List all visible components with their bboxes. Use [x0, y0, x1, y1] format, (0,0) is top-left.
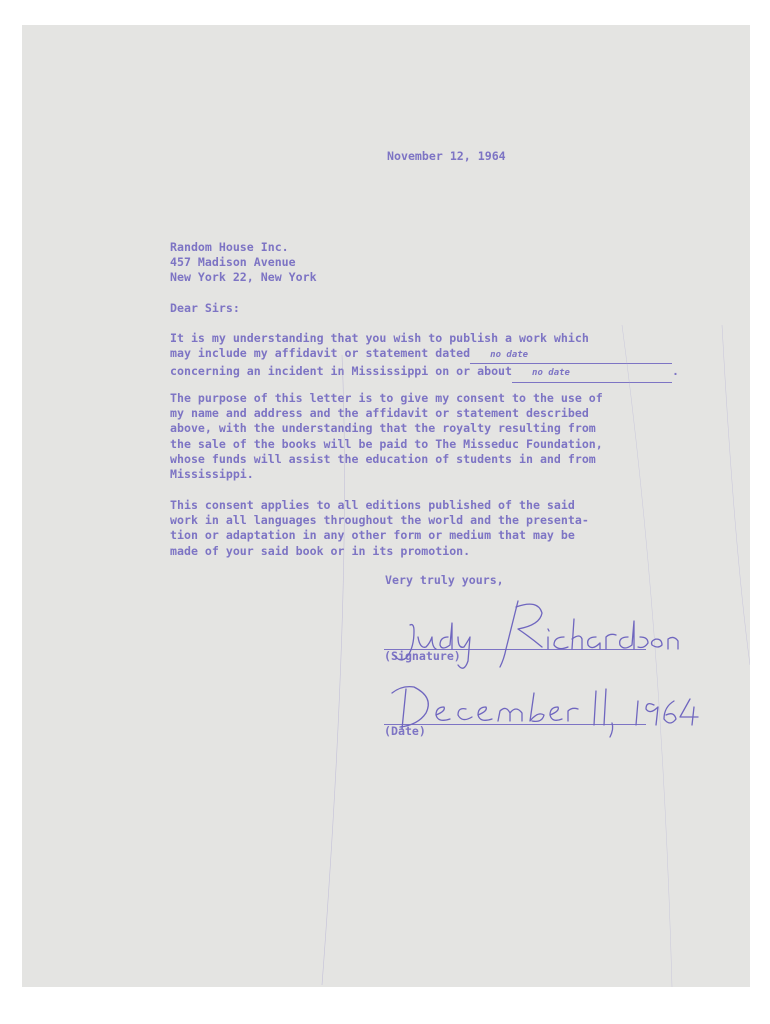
- address-line: 457 Madison Avenue: [170, 255, 296, 270]
- incident-date-value: no date: [532, 368, 570, 379]
- paragraph-line: work in all languages throughout the world and the presenta-: [170, 513, 589, 528]
- paragraph-line: tion or adaptation in any other form or medium that may be: [170, 528, 575, 543]
- letter-date: November 12, 1964: [387, 149, 506, 163]
- paper-crease: [722, 325, 750, 665]
- closing: Very truly yours,: [385, 573, 504, 587]
- paragraph-line-text: may include my affidavit or statement dated: [170, 346, 471, 361]
- paper-crease: [322, 355, 345, 985]
- letter-page: [22, 25, 750, 987]
- statement-date-value: no date: [490, 350, 529, 361]
- paragraph-line-text: concerning an incident in Mississippi on or about: [170, 364, 513, 379]
- paper-crease: [622, 325, 672, 987]
- paragraph-line-text: .: [672, 364, 680, 379]
- paragraph-line: This consent applies to all editions published of the said: [170, 498, 575, 512]
- paragraph-line: It is my understanding that you wish to publish a work which: [170, 331, 589, 345]
- paragraph-line: whose funds will assist the education of students in and from: [170, 451, 596, 466]
- paragraph-line: made of your said book or in its promotion.: [170, 543, 471, 558]
- signature-label: (Signature): [384, 649, 461, 663]
- paragraph-line: above, with the understanding that the royalty resulting from: [170, 421, 596, 436]
- paragraph-line: The purpose of this letter is to give my consent to the use of: [170, 391, 603, 405]
- paragraph-line: Mississippi.: [170, 467, 254, 482]
- handwritten-signature: [394, 601, 678, 668]
- address-line: Random House Inc.: [170, 240, 289, 254]
- address-line: New York 22, New York: [170, 270, 317, 285]
- handwriting-overlay: [22, 25, 750, 987]
- paragraph-line: the sale of the books will be paid to The Misseduc Foundation,: [170, 436, 603, 451]
- handwritten-date: [392, 687, 698, 737]
- date-label: (Date): [384, 724, 426, 738]
- paragraph-line: my name and address and the affidavit or statement described: [170, 406, 589, 421]
- salutation: Dear Sirs:: [170, 301, 240, 315]
